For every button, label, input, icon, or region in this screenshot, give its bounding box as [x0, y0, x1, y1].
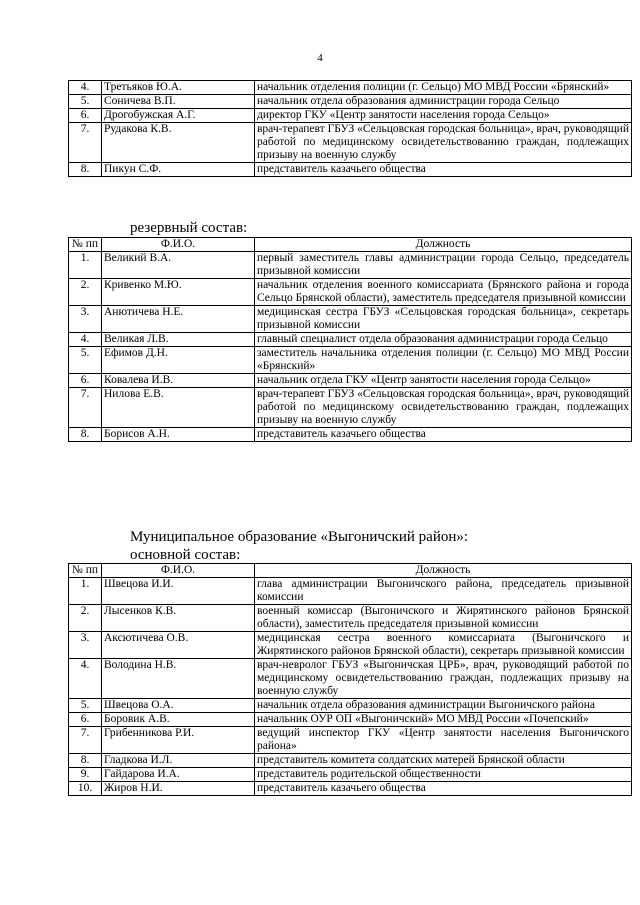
- row-position: начальник отдела образования администрации Выгоничского района: [255, 699, 632, 713]
- table-row: [69, 347, 632, 374]
- row-name: Володина Н.В.: [102, 659, 255, 699]
- row-position: военный комиссар (Выгоничского и Жирятинского районов Брянской области), заместитель председателя призывной комиссии: [255, 605, 632, 632]
- row-name: Швецова И.И.: [102, 578, 255, 605]
- main-composition-table: [68, 563, 632, 796]
- page-number: 4: [317, 52, 323, 64]
- row-position: директор ГКУ «Центр занятости населения города Сельцо»: [255, 109, 632, 123]
- row-number: 10.: [69, 782, 102, 796]
- row-name: Дрогобужская А.Г.: [102, 109, 255, 123]
- row-name: Кривенко М.Ю.: [102, 279, 255, 306]
- row-position: начальник ОУР ОП «Выгоничский» МО МВД России «Почепский»: [255, 713, 632, 727]
- row-position: медицинская сестра ГБУЗ «Сельцовская городская больница», секретарь призывной комиссии: [255, 306, 632, 333]
- table-body: [69, 81, 632, 177]
- header-number: № пп: [69, 564, 102, 578]
- table-row: [69, 699, 632, 713]
- row-name: Швецова О.А.: [102, 699, 255, 713]
- header-name: Ф.И.О.: [102, 238, 255, 252]
- row-position: представитель казачьего общества: [255, 163, 632, 177]
- reserve-heading: резервный состав:: [130, 220, 248, 236]
- main-heading: основной состав:: [130, 547, 241, 563]
- table-row: [69, 81, 632, 95]
- row-name: Борисов А.Н.: [102, 428, 255, 442]
- row-name: Третьяков Ю.А.: [102, 81, 255, 95]
- table-row: [69, 768, 632, 782]
- row-name: Ефимов Д.Н.: [102, 347, 255, 374]
- header-position: Должность: [255, 238, 632, 252]
- table-row: [69, 306, 632, 333]
- table-row: [69, 782, 632, 796]
- row-position: ведущий инспектор ГКУ «Центр занятости населения Выгоничского района»: [255, 727, 632, 754]
- table-row: [69, 605, 632, 632]
- row-number: 7.: [69, 123, 102, 163]
- row-position: врач-невролог ГБУЗ «Выгоничская ЦРБ», врач, руководящий работой по медицинскому освидетельствованию граждан, подлежащих призыву на военную службу: [255, 659, 632, 699]
- row-name: Великий В.А.: [102, 252, 255, 279]
- row-name: Великая Л.В.: [102, 333, 255, 347]
- row-number: 1.: [69, 578, 102, 605]
- row-number: 6.: [69, 713, 102, 727]
- table-row: [69, 578, 632, 605]
- row-number: 2.: [69, 279, 102, 306]
- header-number: № пп: [69, 238, 102, 252]
- row-number: 8.: [69, 754, 102, 768]
- row-number: 5.: [69, 699, 102, 713]
- table-row: [69, 163, 632, 177]
- row-position: начальник отделения военного комиссариата (Брянского района и города Сельцо Брянской области), заместитель председателя призывной комиссии: [255, 279, 632, 306]
- reserve-composition-table: [68, 237, 632, 442]
- row-number: 4.: [69, 659, 102, 699]
- table-row: [69, 727, 632, 754]
- row-position: медицинская сестра военного комиссариата (Выгоничского и Жирятинского районов Брянской области), секретарь призывной комиссии: [255, 632, 632, 659]
- table-row: [69, 374, 632, 388]
- row-number: 3.: [69, 306, 102, 333]
- row-number: 6.: [69, 109, 102, 123]
- table-row: [69, 388, 632, 428]
- row-name: Гладкова И.Л.: [102, 754, 255, 768]
- municipality-heading: Муниципальное образование «Выгоничский район»:: [130, 529, 469, 545]
- table-body: [69, 578, 632, 796]
- row-position: заместитель начальника отделения полиции (г. Сельцо) МО МВД России «Брянский»: [255, 347, 632, 374]
- table-row: [69, 659, 632, 699]
- row-position: главный специалист отдела образования администрации города Сельцо: [255, 333, 632, 347]
- row-name: Пикун С.Ф.: [102, 163, 255, 177]
- row-number: 8.: [69, 428, 102, 442]
- table-header-row: [69, 564, 632, 578]
- row-number: 8.: [69, 163, 102, 177]
- table-row: [69, 95, 632, 109]
- table-row: [69, 632, 632, 659]
- row-name: Ковалева И.В.: [102, 374, 255, 388]
- row-name: Нилова Е.В.: [102, 388, 255, 428]
- table-row: [69, 333, 632, 347]
- table-row: [69, 123, 632, 163]
- header-name: Ф.И.О.: [102, 564, 255, 578]
- commission-table-continued: [68, 80, 632, 177]
- row-number: 4.: [69, 333, 102, 347]
- row-number: 6.: [69, 374, 102, 388]
- table-row: [69, 109, 632, 123]
- table-body: [69, 252, 632, 442]
- table-row: [69, 252, 632, 279]
- row-number: 2.: [69, 605, 102, 632]
- row-name: Анютичева Н.Е.: [102, 306, 255, 333]
- row-number: 1.: [69, 252, 102, 279]
- row-name: Лысенков К.В.: [102, 605, 255, 632]
- header-position: Должность: [255, 564, 632, 578]
- row-position: врач-терапевт ГБУЗ «Сельцовская городская больница», врач, руководящий работой по медицинскому освидетельствованию граждан, подлежащих призыву на военную службу: [255, 123, 632, 163]
- table-header-row: [69, 238, 632, 252]
- row-position: начальник отдела ГКУ «Центр занятости населения города Сельцо»: [255, 374, 632, 388]
- row-number: 5.: [69, 347, 102, 374]
- row-name: Аксютичева О.В.: [102, 632, 255, 659]
- row-number: 9.: [69, 768, 102, 782]
- row-number: 3.: [69, 632, 102, 659]
- row-position: представитель родительской общественности: [255, 768, 632, 782]
- table-row: [69, 279, 632, 306]
- table-row: [69, 713, 632, 727]
- row-name: Гайдарова И.А.: [102, 768, 255, 782]
- row-position: представитель казачьего общества: [255, 782, 632, 796]
- table-row: [69, 754, 632, 768]
- row-number: 4.: [69, 81, 102, 95]
- row-position: начальник отдела образования администрации города Сельцо: [255, 95, 632, 109]
- row-position: врач-терапевт ГБУЗ «Сельцовская городская больница», врач, руководящий работой по медицинскому освидетельствованию граждан, подлежащих призыву на военную службу: [255, 388, 632, 428]
- row-position: глава администрации Выгоничского района, председатель призывной комиссии: [255, 578, 632, 605]
- row-name: Жиров Н.И.: [102, 782, 255, 796]
- row-name: Рудакова К.В.: [102, 123, 255, 163]
- row-number: 7.: [69, 727, 102, 754]
- row-position: представитель казачьего общества: [255, 428, 632, 442]
- row-position: представитель комитета солдатских матерей Брянской области: [255, 754, 632, 768]
- row-name: Боровик А.В.: [102, 713, 255, 727]
- row-number: 5.: [69, 95, 102, 109]
- row-name: Соничева В.П.: [102, 95, 255, 109]
- row-name: Грибенникова Р.И.: [102, 727, 255, 754]
- row-position: первый заместитель главы администрации города Сельцо, председатель призывной комиссии: [255, 252, 632, 279]
- row-number: 7.: [69, 388, 102, 428]
- row-position: начальник отделения полиции (г. Сельцо) МО МВД России «Брянский»: [255, 81, 632, 95]
- table-row: [69, 428, 632, 442]
